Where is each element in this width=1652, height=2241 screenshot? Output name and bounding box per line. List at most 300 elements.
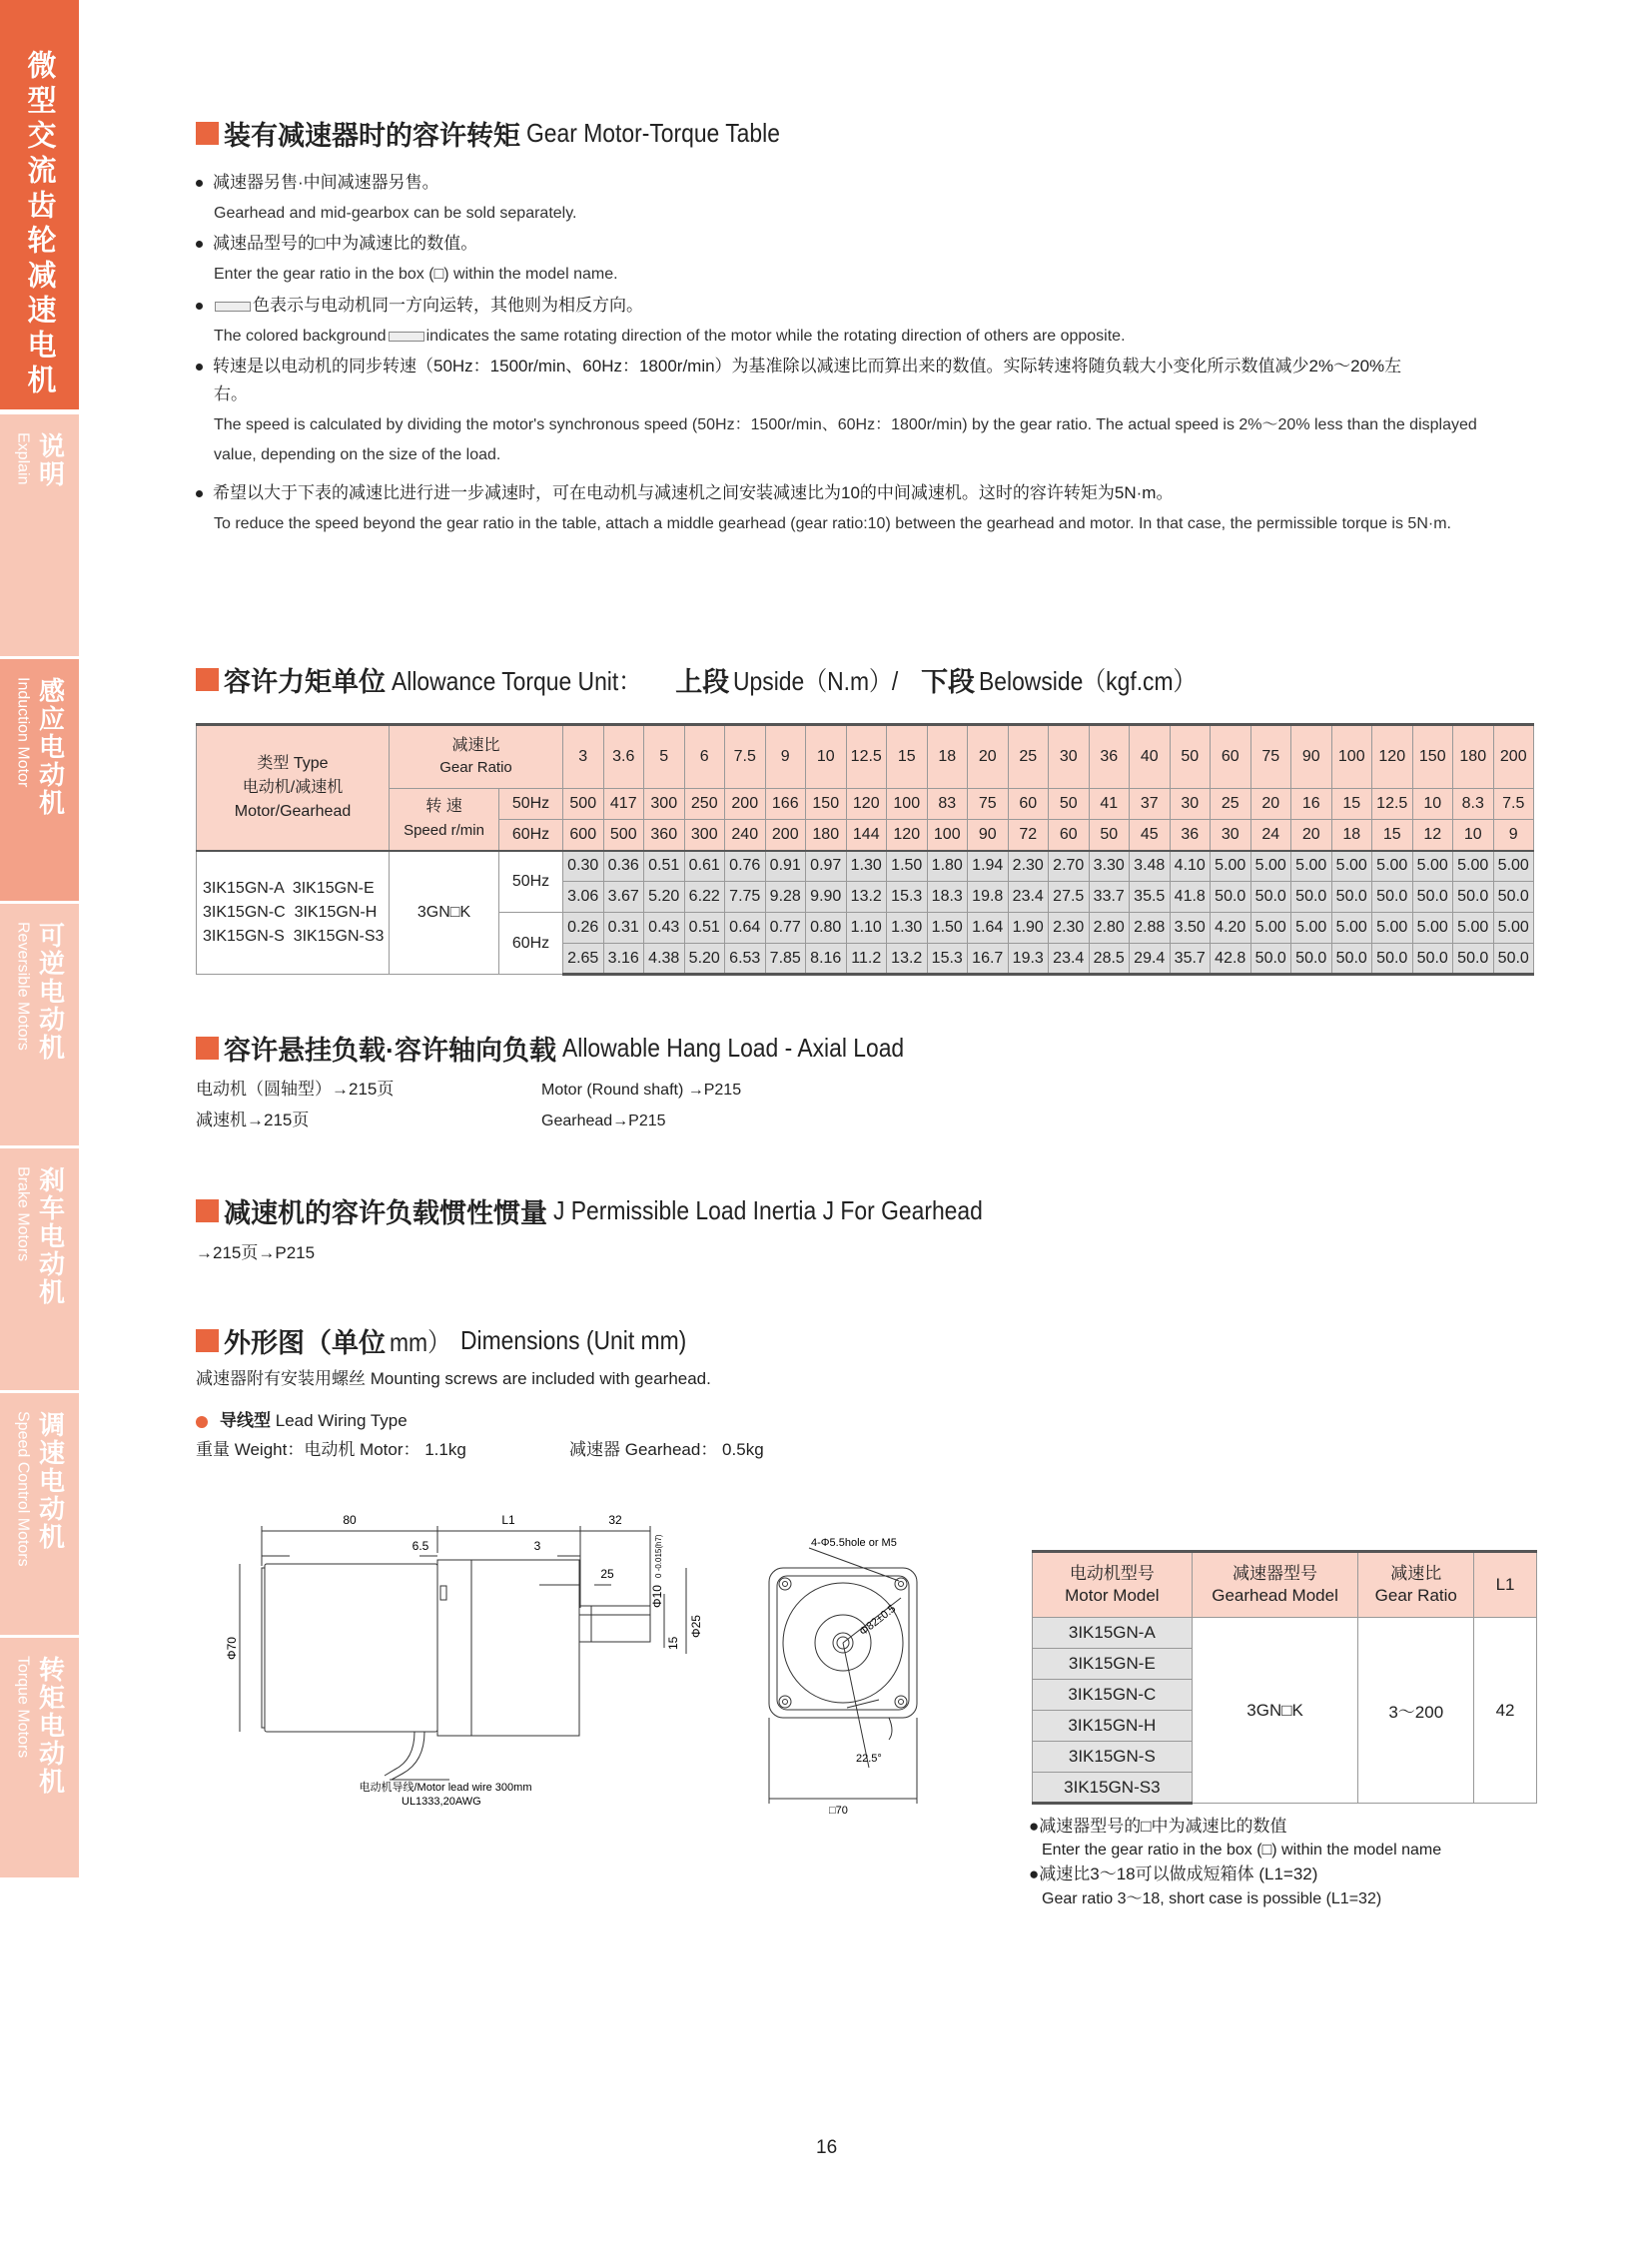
speed-50hz-cell: 100 [887,789,928,820]
torque-60hz-kgf-cell: 35.7 [1170,944,1211,975]
l1-cell: 42 [1474,1618,1537,1804]
torque-60hz-nm-cell: 2.30 [1049,913,1090,944]
weight-motor: 重量 Weight：电动机 Motor： 1.1kg [196,1440,466,1459]
torque-60hz-kgf-cell: 50.0 [1291,944,1332,975]
gear-ratio-cell: 7.5 [725,725,766,789]
sidebar-tab-label-en: Explain [14,432,32,485]
hz60-label: 60Hz [499,820,563,851]
section-title-dimensions [196,1321,717,1360]
lead-wiring-zh: 导线型 [220,1411,271,1430]
bullet-en: Enter the gear ratio in the box (□) within the model name. [214,266,618,283]
speed-60hz-cell: 12 [1412,820,1453,851]
torque-50hz-nm-cell: 4.10 [1170,851,1211,882]
torque-60hz-kgf-cell: 50.0 [1453,944,1494,975]
gear-ratio-cell: 75 [1250,725,1291,789]
type-header-en: Motor/Gearhead [234,802,352,820]
gear-ratio-cell: 180 [1453,725,1494,789]
torque-60hz-kgf-cell: 50.0 [1493,944,1534,975]
section-title-zh: 外形图（单位 [224,1328,386,1358]
torque-50hz-nm-cell: 5.00 [1372,851,1413,882]
torque-60hz-nm-cell: 0.31 [603,913,644,944]
torque-50hz-nm-cell: 2.70 [1049,851,1090,882]
lead-wiring-label [196,1410,408,1432]
section-square-icon [196,1199,219,1222]
speed-60hz-cell: 24 [1250,820,1291,851]
dim-phi10: Φ10 [650,1585,664,1608]
speed-50hz-cell: 417 [603,789,644,820]
bullet-5 [196,482,1451,535]
torque-50hz-nm-cell: 3.30 [1089,851,1130,882]
torque-60hz-kgf-cell: 5.20 [684,944,725,975]
speed-50hz-cell: 30 [1170,789,1211,820]
gear-ratio-cell: 150 [1412,725,1453,789]
bullet-icon [196,364,203,371]
torque-60hz-kgf-cell: 28.5 [1089,944,1130,975]
reference-motor-en[interactable]: Motor (Round shaft) →P215 [541,1082,742,1099]
speed-50hz-cell: 150 [806,789,847,820]
bullet-icon [196,303,203,310]
gear-ratio-cell: 120 [1372,725,1413,789]
gear-ratio-cell: 6 [684,725,725,789]
dim-6-5: 6.5 [412,1539,429,1553]
bullet-2 [196,233,618,286]
torque-60hz-kgf-cell: 50.0 [1412,944,1453,975]
torque-50hz-kgf-cell: 50.0 [1453,882,1494,913]
torque-60hz-kgf-cell: 29.4 [1130,944,1171,975]
sidebar-tab-label-en: Brake Motors [14,1166,32,1262]
sidebar-tab-label: 刹车电动机 [35,1166,66,1306]
torque-60hz-kgf-cell: 23.4 [1049,944,1090,975]
note-short-case-zh: ●减速比3～18可以做成短箱体 (L1=32) [1029,1865,1318,1883]
colored-background-swatch [389,332,424,342]
holes-label: 4-Φ5.5hole or M5 [811,1537,897,1549]
motor-models-cell [197,851,390,975]
motor-model-cell: 3IK15GN-H [1033,1711,1193,1742]
torque-50hz-nm-cell: 5.00 [1250,851,1291,882]
speed-50hz-cell: 8.3 [1453,789,1494,820]
bullet-icon [196,180,203,187]
torque-50hz-nm-cell: 5.00 [1412,851,1453,882]
speed-60hz-cell: 15 [1372,820,1413,851]
torque-60hz-nm-cell: 5.00 [1372,913,1413,944]
torque-50hz-nm-cell: 1.50 [887,851,928,882]
gear-ratio-cell: 10 [806,725,847,789]
speed-60hz-cell: 60 [1049,820,1090,851]
gear-ratio-cell: 200 [1493,725,1534,789]
section-title-torque [196,114,815,153]
torque-50hz-nm-cell: 5.00 [1211,851,1251,882]
torque-50hz-nm-cell: 0.97 [806,851,847,882]
section-square-icon [196,668,219,691]
speed-60hz-cell: 120 [887,820,928,851]
wire-spec-label: UL1333,20AWG [402,1796,481,1808]
section-title-en: J Permissible Load Inertia J For Gearhead [553,1195,983,1225]
sidebar-tab-label: 感应电动机 [35,677,66,817]
torque-50hz-kgf-cell: 35.5 [1130,882,1171,913]
torque-60hz-nm-cell: 5.00 [1291,913,1332,944]
speed-50hz-cell: 41 [1089,789,1130,820]
section-title-en: Dimensions (Unit mm) [460,1325,687,1355]
reference-gearhead-zh[interactable]: 减速机→215页 [196,1111,310,1129]
gear-ratio-cell: 20 [968,725,1009,789]
torque-50hz-kgf-cell: 5.20 [644,882,685,913]
speed-60hz-cell: 200 [765,820,806,851]
dim-L1: L1 [501,1513,515,1527]
speed-60hz-cell: 500 [603,820,644,851]
speed-50hz-cell: 60 [1008,789,1049,820]
square-70-label: □70 [829,1805,848,1817]
torque-60hz-nm-cell: 5.00 [1250,913,1291,944]
speed-60hz-cell: 144 [846,820,887,851]
motor-model-line: 3IK15GN-A 3IK15GN-E [203,879,375,897]
torque-60hz-kgf-cell: 15.3 [927,944,968,975]
torque-60hz-kgf-cell: 3.16 [603,944,644,975]
torque-50hz-kgf-cell: 9.90 [806,882,847,913]
torque-50hz-kgf-cell: 9.28 [765,882,806,913]
gear-ratio-cell: 50 [1170,725,1211,789]
torque-50hz-nm-cell: 3.48 [1130,851,1171,882]
speed-50hz-cell: 20 [1250,789,1291,820]
bullet-zh: 减速品型号的□中为减速比的数值。 [213,234,478,253]
torque-50hz-nm-cell: 5.00 [1453,851,1494,882]
gear-ratio-cell: 25 [1008,725,1049,789]
section-title-allowance [196,660,1226,699]
torque-60hz-nm-cell: 5.00 [1453,913,1494,944]
note-box-zh: ●减速器型号的□中为减速比的数值 [1029,1817,1287,1836]
torque-50hz-nm-cell: 0.91 [765,851,806,882]
torque-50hz-kgf-cell: 3.06 [563,882,604,913]
gearhead-model-cell: 3GN□K [390,851,499,975]
angle-label: 22.5° [856,1753,882,1765]
section-title-en: Allowable Hang Load - Axial Load [562,1033,905,1063]
torque-50hz-nm-cell: 1.30 [846,851,887,882]
section-title-zh: 减速机的容许负载惯性惯量 [224,1198,547,1228]
speed-50hz-cell: 120 [846,789,887,820]
torque-50hz-kgf-cell: 50.0 [1493,882,1534,913]
speed-50hz-cell: 37 [1130,789,1171,820]
ratio-header [390,725,563,789]
side-view-drawing [220,1498,719,1818]
sidebar-tab-label: 说明 [35,432,66,488]
torque-50hz-kgf-cell: 13.2 [846,882,887,913]
torque-50hz-kgf-cell: 50.0 [1250,882,1291,913]
section-title-unit: mm） [390,1327,451,1357]
torque-50hz-nm-cell: 0.76 [725,851,766,882]
torque-60hz-nm-cell: 0.80 [806,913,847,944]
dim-80: 80 [343,1513,357,1527]
sidebar-tab-induction[interactable] [0,659,79,901]
dim-32: 32 [608,1513,622,1527]
gear-ratio-cell: 30 [1049,725,1090,789]
motor-model-cell: 3IK15GN-S3 [1033,1773,1193,1804]
gear-ratio-cell: 15 [887,725,928,789]
gear-ratio-cell: 90 [1291,725,1332,789]
speed-60hz-cell: 180 [806,820,847,851]
header-en: Motor Model [1065,1586,1160,1605]
torque-50hz-kgf-cell: 18.3 [927,882,968,913]
type-header [197,725,390,851]
header-en: Gearhead Model [1212,1586,1338,1605]
torque-50hz-nm-cell: 1.94 [968,851,1009,882]
section-title-zh: 下段 [921,667,976,697]
bullet-en: The speed is calculated by dividing the motor's synchronous speed (50Hz：1500r/min、60Hz：1800r/min) by the gear ratio. The actual speed is 2%～20% less than the displayed [214,416,1477,433]
type-header-zh2: 电动机/减速机 [242,778,344,796]
gear-ratio-cell: 60 [1211,725,1251,789]
dim-25: 25 [600,1567,614,1581]
speed-50hz-cell: 16 [1291,789,1332,820]
section-title-en: Belowside（kgf.cm） [979,666,1197,696]
sidebar-tab-explain[interactable] [0,414,79,656]
bullet-zh: 转速是以电动机的同步转速（50Hz：1500r/min、60Hz：1800r/min）为基准除以减速比而算出来的数值。实际转速将随负载大小变化所示数值减少2%～20%左 [213,357,1402,375]
pcd-label: Φ82±0.5 [857,1602,899,1639]
speed-60hz-cell: 240 [725,820,766,851]
gear-ratio-cell: 36 [1089,725,1130,789]
page-number: 16 [816,2137,838,2158]
reference-gearhead-en[interactable]: Gearhead→P215 [541,1113,666,1129]
torque-60hz-nm-cell: 5.00 [1412,913,1453,944]
note-box-en: Enter the gear ratio in the box (□) within the model name [1042,1842,1442,1859]
bullet-icon [196,490,203,497]
motor-model-line: 3IK15GN-S 3IK15GN-S3 [203,927,385,945]
torque-60hz-kgf-cell: 50.0 [1331,944,1372,975]
dim-3: 3 [533,1539,541,1553]
l1-header: L1 [1474,1552,1537,1618]
torque-50hz-kgf-cell: 15.3 [887,882,928,913]
header-zh: 减速器型号 [1233,1564,1318,1583]
torque-50hz-nm-cell: 1.80 [927,851,968,882]
orange-dot-icon [196,1416,208,1428]
speed-50hz-cell: 50 [1049,789,1090,820]
speed-60hz-cell: 9 [1493,820,1534,851]
sidebar-tab-brake[interactable] [0,1148,79,1390]
torque-60hz-nm-cell: 2.80 [1089,913,1130,944]
torque-60hz-nm-cell: 3.50 [1170,913,1211,944]
hz50-label: 50Hz [499,851,563,913]
speed-60hz-cell: 100 [927,820,968,851]
gear-ratio-cell: 9 [765,725,806,789]
motor-model-header [1033,1552,1193,1618]
bullet-3 [196,295,1126,348]
sidebar-tab-label-en: Torque Motors [14,1656,32,1759]
speed-50hz-cell: 75 [968,789,1009,820]
gear-ratio-cell: 18 [927,725,968,789]
speed-50hz-cell: 500 [563,789,604,820]
section-title-en: Upside（N.m）/ [733,666,899,696]
bullet-en: Gearhead and mid-gearbox can be sold separately. [214,205,577,222]
bullet-zh: 右。 [214,384,248,403]
sidebar-tab-reversible[interactable] [0,904,79,1145]
torque-50hz-kgf-cell: 7.75 [725,882,766,913]
speed-60hz-cell: 50 [1089,820,1130,851]
section-title-en: Allowance Torque Unit： [392,666,642,696]
torque-50hz-kgf-cell: 50.0 [1331,882,1372,913]
speed-50hz-cell: 12.5 [1372,789,1413,820]
torque-60hz-nm-cell: 0.64 [725,913,766,944]
motor-model-line: 3IK15GN-C 3IK15GN-H [203,903,378,921]
sidebar-tab-label-en: Reversible Motors [14,922,32,1051]
torque-50hz-kgf-cell: 50.0 [1372,882,1413,913]
speed-50hz-cell: 25 [1211,789,1251,820]
torque-50hz-kgf-cell: 50.0 [1412,882,1453,913]
torque-50hz-kgf-cell: 3.67 [603,882,644,913]
speed-header-en: Speed r/min [404,822,484,840]
gear-ratio-cell: 12.5 [846,725,887,789]
gearhead-model-header [1192,1552,1358,1618]
motor-lead-wire-label: 电动机导线/Motor lead wire 300mm [359,1782,532,1794]
torque-50hz-kgf-cell: 50.0 [1211,882,1251,913]
speed-50hz-cell: 83 [927,789,968,820]
section-title-zh: 容许悬挂负载·容许轴向负载 [224,1036,556,1066]
speed-50hz-cell: 15 [1331,789,1372,820]
speed-60hz-cell: 45 [1130,820,1171,851]
torque-60hz-kgf-cell: 16.7 [968,944,1009,975]
torque-50hz-nm-cell: 0.61 [684,851,725,882]
torque-60hz-kgf-cell: 50.0 [1372,944,1413,975]
bullet-zh: 色表示与电动机同一方向运转，其他则为相反方向。 [253,296,643,315]
ratio-header-en: Gear Ratio [439,759,512,776]
torque-60hz-nm-cell: 2.88 [1130,913,1171,944]
speed-50hz-cell: 250 [684,789,725,820]
bullet-en: The colored background [214,328,387,345]
torque-50hz-kgf-cell: 6.22 [684,882,725,913]
sidebar-tab-label: 可逆电动机 [35,922,66,1062]
section-title-zh: 上段 [675,667,730,697]
section-square-icon [196,122,219,145]
bullet-zh: 希望以大于下表的减速比进行进一步减速时，可在电动机与减速机之间安装减速比为10的中间减速机。这时的容许转矩为5N·m。 [213,483,1174,502]
torque-50hz-kgf-cell: 41.8 [1170,882,1211,913]
bullet-4 [196,356,1477,466]
gear-ratio-cell: 3 [563,725,604,789]
section-title-inertia [196,1191,1041,1230]
gear-ratio-cell: 3～200 [1358,1618,1474,1804]
torque-50hz-nm-cell: 5.00 [1291,851,1332,882]
torque-60hz-kgf-cell: 4.38 [644,944,685,975]
torque-60hz-nm-cell: 1.10 [846,913,887,944]
note-short-case-en: Gear ratio 3～18, short case is possible (L1=32) [1042,1890,1382,1907]
bullet-1 [196,172,576,225]
torque-60hz-nm-cell: 0.51 [684,913,725,944]
section-title-zh: 容许力矩单位 [224,667,386,697]
torque-50hz-nm-cell: 2.30 [1008,851,1049,882]
header-en: Gear Ratio [1374,1586,1457,1605]
header-zh: 减速比 [1390,1564,1442,1583]
motor-model-cell: 3IK15GN-C [1033,1680,1193,1711]
reference-inertia[interactable]: →215页→P215 [196,1243,316,1262]
weight-gearhead: 减速器 Gearhead： 0.5kg [569,1440,764,1459]
mounting-screws-note: 减速器附有安装用螺丝 Mounting screws are included with gearhead. [196,1369,711,1388]
speed-50hz-cell: 7.5 [1493,789,1534,820]
model-table [1032,1550,1537,1805]
section-square-icon [196,1329,219,1352]
torque-60hz-nm-cell: 5.00 [1493,913,1534,944]
hz50-label: 50Hz [499,789,563,820]
torque-60hz-kgf-cell: 6.53 [725,944,766,975]
torque-50hz-kgf-cell: 33.7 [1089,882,1130,913]
speed-50hz-cell: 200 [725,789,766,820]
speed-60hz-cell: 360 [644,820,685,851]
dim-phi70: Φ70 [225,1637,239,1660]
speed-60hz-cell: 600 [563,820,604,851]
gear-ratio-header [1358,1552,1474,1618]
sidebar-tab-speed[interactable] [0,1393,79,1635]
speed-60hz-cell: 10 [1453,820,1494,851]
torque-60hz-kgf-cell: 7.85 [765,944,806,975]
torque-60hz-nm-cell: 0.77 [765,913,806,944]
gear-ratio-cell: 5 [644,725,685,789]
torque-60hz-nm-cell: 1.50 [927,913,968,944]
section-square-icon [196,1037,219,1060]
torque-60hz-nm-cell: 1.90 [1008,913,1049,944]
section-title-en: Gear Motor-Torque Table [526,118,780,148]
torque-50hz-kgf-cell: 23.4 [1008,882,1049,913]
speed-header [390,789,499,851]
sidebar-tab-main[interactable] [0,0,79,409]
speed-60hz-cell: 300 [684,820,725,851]
torque-50hz-kgf-cell: 19.8 [968,882,1009,913]
bullet-en: indicates the same rotating direction of the motor while the rotating direction of others are opposite. [425,328,1126,345]
bullet-icon [196,241,203,248]
torque-60hz-nm-cell: 0.26 [563,913,604,944]
speed-60hz-cell: 18 [1331,820,1372,851]
sidebar-tab-label-en: Speed Control Motors [14,1411,32,1567]
sidebar-tab-torque[interactable] [0,1638,79,1877]
type-header-zh: 类型 Type [257,754,329,772]
front-view-drawing [749,1528,959,1818]
bullet-zh: 减速器另售·中间减速器另售。 [213,173,439,192]
torque-60hz-kgf-cell: 19.3 [1008,944,1049,975]
speed-50hz-cell: 10 [1412,789,1453,820]
torque-50hz-nm-cell: 0.30 [563,851,604,882]
torque-60hz-nm-cell: 1.30 [887,913,928,944]
header-zh: 电动机型号 [1069,1564,1155,1583]
speed-header-zh: 转 速 [425,798,462,816]
torque-60hz-kgf-cell: 42.8 [1211,944,1251,975]
torque-50hz-kgf-cell: 27.5 [1049,882,1090,913]
torque-50hz-kgf-cell: 50.0 [1291,882,1332,913]
dim-15: 15 [666,1636,680,1650]
motor-model-cell: 3IK15GN-A [1033,1618,1193,1649]
reference-motor-zh[interactable]: 电动机（圆轴型）→215页 [196,1080,395,1099]
speed-60hz-cell: 36 [1170,820,1211,851]
gearhead-model-cell: 3GN□K [1192,1618,1358,1804]
torque-60hz-kgf-cell: 13.2 [887,944,928,975]
motor-model-cell: 3IK15GN-E [1033,1649,1193,1680]
torque-60hz-nm-cell: 4.20 [1211,913,1251,944]
torque-table [196,723,1534,976]
bullet-en: To reduce the speed beyond the gear ratio in the table, attach a middle gearhead (gear ratio:10) between the gearhead and motor. In that case, the permissible torque is 5N·m. [214,515,1451,532]
motor-model-cell: 3IK15GN-S [1033,1742,1193,1773]
gear-ratio-cell: 3.6 [603,725,644,789]
dim-phi25: Φ25 [689,1615,703,1638]
lead-wiring-en: Lead Wiring Type [275,1411,408,1430]
bullet-en: value, depending on the size of the load. [214,446,501,463]
section-title-hang-load [196,1029,951,1068]
torque-50hz-nm-cell: 5.00 [1331,851,1372,882]
torque-60hz-nm-cell: 5.00 [1331,913,1372,944]
sidebar-tab-label-en: Induction Motor [14,677,32,788]
hz60-label: 60Hz [499,913,563,975]
torque-60hz-kgf-cell: 2.65 [563,944,604,975]
torque-60hz-kgf-cell: 11.2 [846,944,887,975]
torque-60hz-nm-cell: 1.64 [968,913,1009,944]
section-title-zh: 装有减速器时的容许转矩 [224,121,520,151]
gear-ratio-cell: 40 [1130,725,1171,789]
speed-60hz-cell: 30 [1211,820,1251,851]
speed-60hz-cell: 20 [1291,820,1332,851]
speed-50hz-cell: 166 [765,789,806,820]
speed-60hz-cell: 90 [968,820,1009,851]
torque-50hz-nm-cell: 5.00 [1493,851,1534,882]
